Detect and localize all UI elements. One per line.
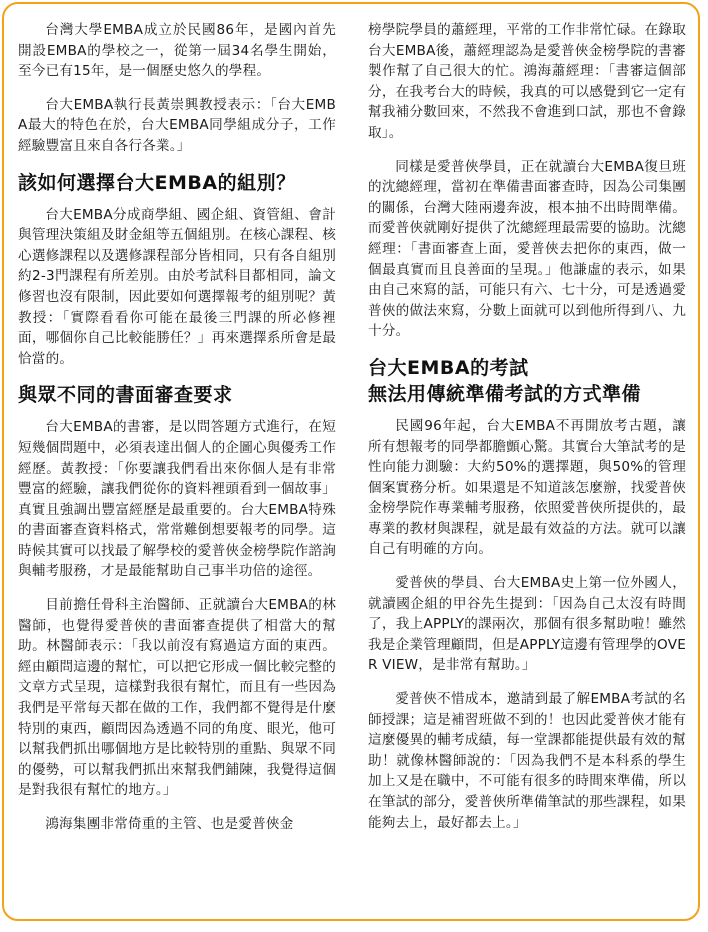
section-heading-exam-line-2: 無法用傳統準備考試的方式準備 [368, 382, 642, 405]
section-heading-written-review: 與眾不同的書面審查要求 [18, 384, 233, 407]
exam-paragraph-3: 愛普俠不惜成本，邀請到最了解EMBA考試的名師授課；這是補習班做不到的！也因此愛普俠才能有這麼優異的輔考成績，每一堂課都能提供最有效的幫助！就像林醫師說的：「因為我們不是本科系的學生加上又是在職中，不可能有很多的時間來準備，所以在筆試的部分，愛普俠所準備筆試的那些課程，如果能夠去上，最好都去上。」 [368, 691, 686, 831]
continued-paragraph-2: 同樣是愛普俠學員，正在就讀台大EMBA復旦班的沈總經理，當初在準備書面審查時，因為公司集團的關係，台灣大陸兩邊奔波，根本抽不出時間準備。而愛普俠就剛好提供了沈總經理最需要的協助。沈總經理：「書面審查上面，愛普俠去把你的東西，做一個最真實而且良善面的呈現。」他謙虛的表示，如果由自己來寫的話，可能只有六、七十分，可是透過愛普俠的做法來寫，分數上面就可以到他所得到八、九十分。 [368, 158, 686, 340]
exam-paragraph-1: 民國96年起，台大EMBA不再開放考古題，讓所有想報考的同學都膽顫心驚。其實台大筆試考的是性向能力測驗：大約50%的選擇題，與50%的管理個案實務分析。如果還是不知道該怎麼辦，找愛普俠金榜學院作專業輔考服務，依照愛普俠所提供的，最專業的教材與課程，就是最有效益的方法。就可以讓自己有明確的方向。 [368, 417, 686, 558]
written-review-paragraph-1: 台大EMBA的書審，是以問答題方式進行，在短短幾個問題中，必須表達出個人的企圖心與優秀工作經歷。黃教授：「你要讓我們看出來你個人是有非常豐富的經驗，讓我們從你的資料裡頭看到一個故事」真實且強調出豐富經歷是最重要的。台大EMBA特殊的書面審查資料格式，常常難倒想要報考的同學。這時候其實可以找最了解學校的愛普俠金榜學院作諮詢與輔考服務，才是最能幫助自己事半功倍的途徑。 [18, 419, 336, 580]
continued-paragraph-1: 榜學院學員的蕭經理，平常的工作非常忙碌。在錄取台大EMBA後，蕭經理認為是愛普俠金榜學院的書審製作幫了自己很大的忙。鴻海蕭經理：「書審這個部分，在我考台大的時候，我真的可以感覺到它一定有幫我補分數回來，不然我不會進到口試，那也不會錄取」。 [368, 22, 686, 141]
choose-group-paragraph: 台大EMBA分成商學組、國企組、資管組、會計與管理決策組及財金組等五個組別。在核心課程、核心選修課程以及選修課程部分皆相同，只有各自組別約2-3門課程有所差別。由於考試科目都相同，論文修習也沒有限制，因此要如何選擇報考的組別呢？黃教授：「實際看看你可能在最後三門課的所必修裡面，哪個你自己比較能勝任？」再來選擇系所會是最恰當的。 [18, 206, 336, 367]
intro-paragraph-1: 台灣大學EMBA成立於民國86年，是國內首先開設EMBA的學校之一，從第一屆34名學生開始，至今已有15年，是一個歷史悠久的學程。 [18, 22, 336, 80]
section-heading-choose-group: 該如何選擇台大EMBA的組別？ [18, 171, 296, 194]
section-heading-exam [368, 355, 686, 407]
exam-paragraph-2: 愛普俠的學員、台大EMBA史上第一位外國人，就讀國企組的甲谷先生提到：「因為自己太沒有時間了，我上APPLY的課兩次，那個有很多幫助啦！雖然我是企業管理顧問，但是APPLY這邊有管理學的OVER VIEW，是非常有幫助。」 [368, 575, 686, 674]
written-review-paragraph-3: 鴻海集團非常倚重的主管、也是愛普俠金 [45, 816, 294, 832]
section-heading-exam-line-1: 台大EMBA的考試 [368, 356, 529, 379]
written-review-paragraph-2: 目前擔任骨科主治醫師、正就讀台大EMBA的林醫師，也覺得愛普俠的書面審查提供了相當大的幫助。林醫師表示：「我以前沒有寫過這方面的東西。經由顧問這邊的幫忙，可以把它形成一個比較完整的文章方式呈現，這樣對我很有幫忙，而且有一些因為我們是平常每天都在做的工作，我們都不覺得是什麼特別的東西，顧問因為透過不同的角度、眼光，他可以幫我們抓出哪個地方是比較特別的重點、與眾不同的優勢，可以幫我們抓出來幫我們鋪陳，我覺得這個是對我很有幫忙的地方。」 [18, 597, 336, 799]
left-column [18, 20, 336, 848]
intro-paragraph-2: 台大EMBA執行長黃崇興教授表示：「台大EMBA最大的特色在於，台大EMBA同學組成分子，工作經驗豐富且來自各行各業。」 [18, 96, 336, 154]
right-column [368, 20, 686, 846]
